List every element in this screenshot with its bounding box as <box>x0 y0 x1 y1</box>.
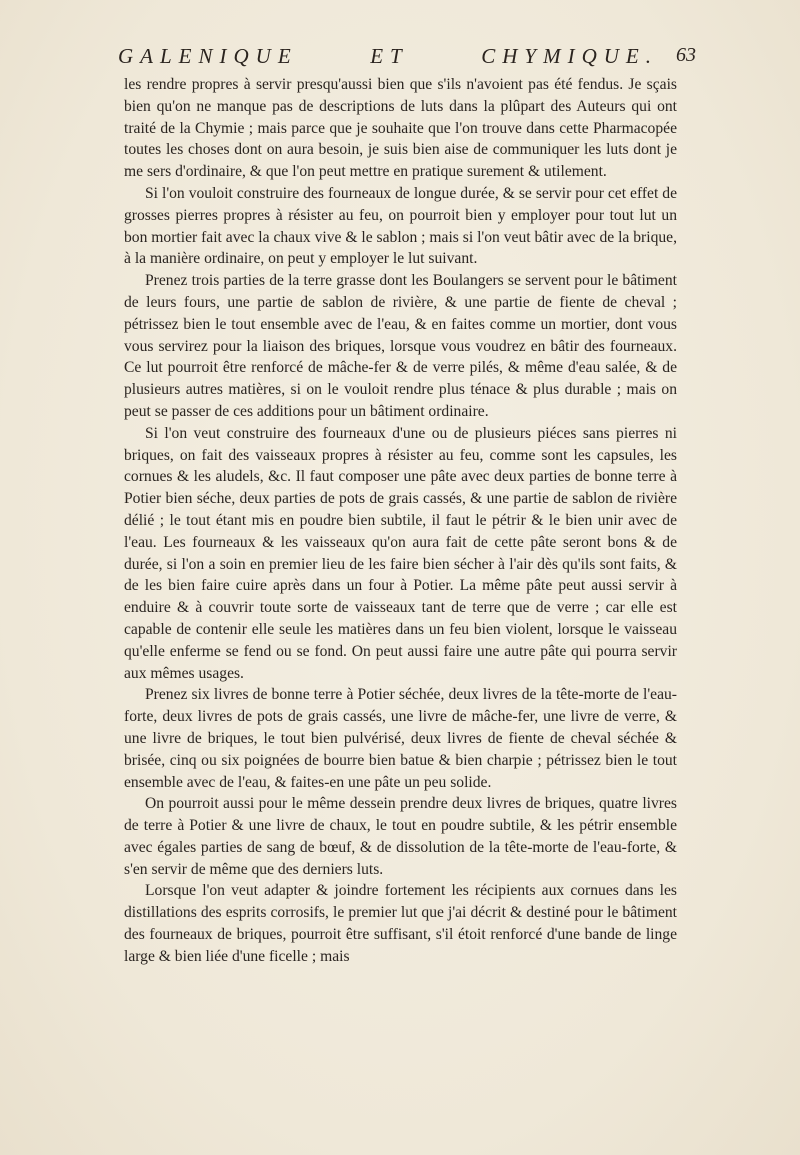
running-head-word-1: GALENIQUE <box>118 44 298 68</box>
paragraph-6: On pourroit aussi pour le même dessein prendre deux livres de briques, quatre livres de terre à Potier & une livre de chaux, le tout en poudre subtile, & les pétrir ensemble avec égales parties de sang de bœuf, & de dissolution de la tête-morte de l'eau-forte, & s'en servir de même que des derniers luts. <box>124 795 677 878</box>
page-number: 63 <box>676 44 696 66</box>
running-head-word-3: CHYMIQUE. <box>481 44 658 68</box>
paragraph-7: Lorsque l'on veut adapter & joindre fortement les récipients aux cornues dans les distillations des esprits corrosifs, le premier lut que j'ai décrit & destiné pour le bâtiment des fourneaux de briques, pourroit être suffisant, s'il étoit renforcé d'une bande de linge large & bien liée d'une ficelle ; mais <box>124 882 677 965</box>
paragraph-5: Prenez six livres de bonne terre à Potier séchée, deux livres de la tête-morte de l'eau-forte, deux livres de pots de grais cassés, une livre de mâche-fer, une livre de verre, & une livre de briques, le tout bien pulvérisé, deux livres de fiente de cheval séchée & brisée, cinq ou six poignées de bourre bien batue & bien charpie ; pétrissez bien le tout ensemble avec de l'eau, & faites-en une pâte un peu solide. <box>124 686 677 791</box>
paragraph-1: les rendre propres à servir presqu'aussi bien que s'ils n'avoient pas été fendus. Je sçais bien qu'on ne manque pas de descriptions de luts dans la plûpart des Auteurs qui ont traité de la Chymie ; mais parce que je souhaite que l'on trouve dans cette Pharmacopée toutes les choses dont on aura besoin, je suis bien aise de communiquer les luts dont je me sers d'ordinaire, & que l'on peut mettre en pratique surement & utilement. <box>124 76 677 181</box>
paragraph-4: Si l'on veut construire des fourneaux d'une ou de plusieurs piéces sans pierres ni briques, on fait des vaisseaux propres à résister au feu, comme sont les capsules, les cornues & les aludels, &c. Il faut composer une pâte avec deux parties de bonne terre à Potier bien séche, deux parties de pots de grais cassés, & une partie de sablon de rivière délié ; le tout étant mis en poudre bien subtile, il faut le pétrir & le bien unir avec de l'eau. Les fourneaux & les vaisseaux qu'on aura fait de cette pâte seront bons & de durée, si l'on a soin en premier lieu de les faire bien sécher à l'air dès qu'ils sont faits, & de les bien faire cuire après dans un four à Potier. La même pâte peut aussi servir à enduire & à couvrir toute sorte de vaisseaux tant de terre que de verre ; car elle est capable de contenir elle seule les matières dans un feu bien violent, lorsque le vaisseau qu'elle enferme se fend ou se fond. On peut aussi faire une autre pâte qui pourra servir aux mêmes usages. <box>124 424 677 682</box>
paragraph-2: Si l'on vouloit construire des fourneaux de longue durée, & se servir pour cet effet de grosses pierres propres à résister au feu, on pourroit bien y employer pour tout lut un bon mortier fait avec la chaux vive & le sablon ; mais si l'on veut bâtir avec de la brique, à la manière ordinaire, on peut y employer le lut suivant. <box>124 184 677 268</box>
running-head-word-2: ET <box>370 44 409 68</box>
running-head <box>118 44 658 69</box>
paragraph-3: Prenez trois parties de la terre grasse dont les Boulangers se servent pour le bâtiment de leurs fours, une partie de sablon de rivière, & une partie de fiente de cheval ; pétrissez bien le tout ensemble avec de l'eau, & en faites comme un mortier, dont vous vous servirez pour la liaison des briques, lorsque vous voudrez en bâtir des fourneaux. Ce lut pourroit être renforcé de mâche-fer & de verre pilés, & même d'eau salée, & de plusieurs autres matières, si on le vouloit rendre plus ténace & plus durable ; mais on peut se passer de ces additions pour un bâtiment ordinaire. <box>124 272 677 420</box>
body-text <box>124 74 677 968</box>
